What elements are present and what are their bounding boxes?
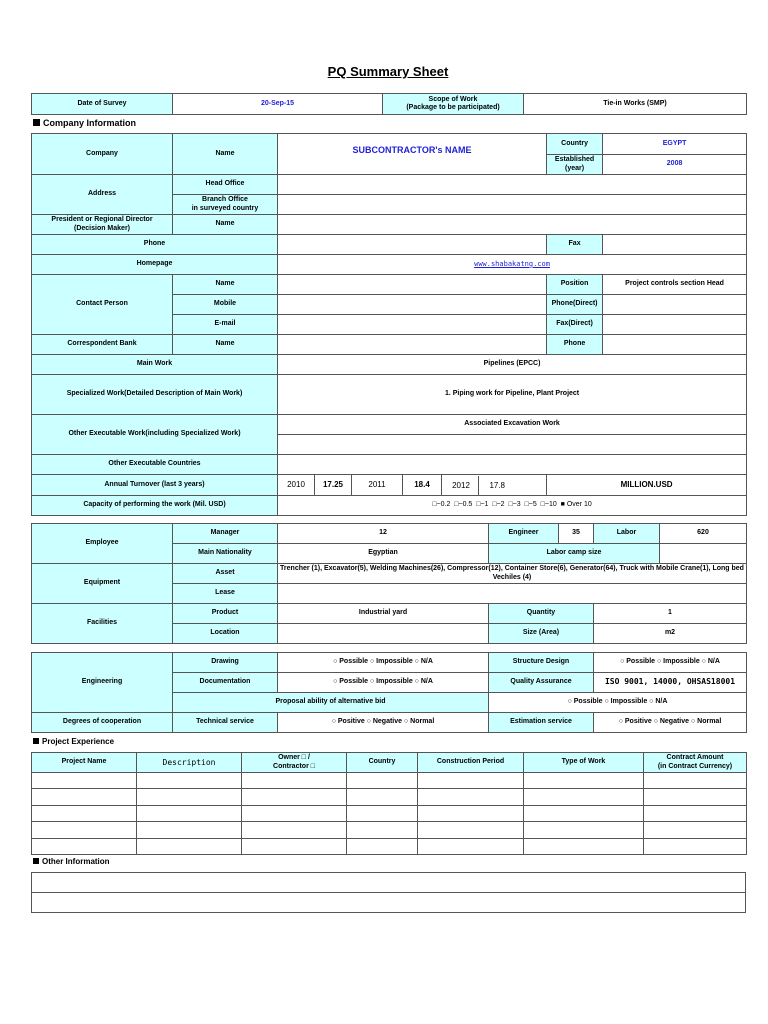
main-work-value[interactable]: Pipelines (EPCC) [278,355,747,375]
size-area-value[interactable]: m2 [594,624,747,644]
project-section-heading: Project Experience [33,737,114,746]
asset-label: Asset [173,564,278,584]
labor-camp-value[interactable] [660,544,747,564]
turnover-year-1: 2010 [278,475,315,496]
table-row [32,806,747,822]
checkbox-icon: □ [492,501,497,509]
other-info-line-2[interactable] [32,893,746,913]
capacity-option-2[interactable]: □~2 [492,501,505,509]
quality-assurance-value[interactable]: ISO 9001, 14000, OHSAS18001 [594,673,747,693]
turnover-value-3[interactable]: 17.8 [478,476,515,495]
country-header: Country [347,753,418,773]
bank-phone-label: Phone [547,335,603,355]
proposal-options[interactable]: ○ Possible ○ Impossible ○ N/A [489,693,747,713]
capacity-option-0.2[interactable]: □~0.2 [432,501,451,509]
company-name-label: Name [173,134,278,175]
turnover-year-3: 2012 [452,480,470,490]
checkbox-icon: □ [540,501,545,509]
quantity-value[interactable]: 1 [594,604,747,624]
survey-table [31,93,747,115]
size-area-label: Size (Area) [489,624,594,644]
labor-value[interactable]: 620 [660,524,747,544]
branch-office-label: Branch Office in surveyed country [173,195,278,215]
engineering-table [31,652,747,733]
head-office-value[interactable] [278,175,747,195]
project-name-header: Project Name [32,753,137,773]
mobile-label: Mobile [173,295,278,315]
other-work-label: Other Executable Work(including Specialized Work) [32,415,278,455]
president-label: President or Regional Director (Decision Maker) [32,215,173,235]
proposal-label: Proposal ability of alternative bid [173,693,489,713]
asset-value[interactable]: Trencher (1), Excavator(5), Welding Machines(26), Compressor(12), Container Store(6), Generator(64), Truck with Mobile Crane(1), Long bed Vechiles (4) [278,564,747,584]
table-row [32,822,747,839]
bank-label: Correspondent Bank [32,335,173,355]
engineer-label: Engineer [489,524,559,544]
documentation-label: Documentation [173,673,278,693]
documentation-options[interactable]: ○ Possible ○ Impossible ○ N/A [278,673,489,693]
manager-label: Manager [173,524,278,544]
company-label: Company [32,134,173,175]
equipment-label: Equipment [32,564,173,604]
fax-value[interactable] [603,235,747,255]
turnover-year-2: 2011 [352,475,403,496]
country-value[interactable]: EGYPT [603,134,747,155]
table-row [32,839,747,855]
lease-label: Lease [173,584,278,604]
bank-name-value[interactable] [278,335,547,355]
facilities-label: Facilities [32,604,173,644]
contact-person-label: Contact Person [32,275,173,335]
other-info-table [31,872,746,913]
square-bullet-icon [33,119,40,126]
capacity-option-5[interactable]: □~5 [524,501,537,509]
mobile-value[interactable] [278,295,547,315]
cooperation-label: Degrees of cooperation [32,713,173,733]
bank-phone-value[interactable] [603,335,747,355]
position-label: Position [547,275,603,295]
fax-label: Fax [547,235,603,255]
product-value[interactable]: Industrial yard [278,604,489,624]
turnover-unit: MILLION.USD [547,475,747,496]
page-title: PQ Summary Sheet [327,64,449,79]
estimation-service-options[interactable]: ○ Positive ○ Negative ○ Normal [594,713,747,733]
capacity-options [278,496,747,516]
checkbox-icon: □ [432,501,437,509]
other-work-value-2[interactable] [278,435,747,455]
capacity-label: Capacity of performing the work (Mil. USD) [32,496,278,516]
scope-of-work-value[interactable]: Tie-in Works (SMP) [524,94,747,115]
other-info-section-heading: Other Information [33,857,110,866]
checked-checkbox-icon: ■ [560,501,565,509]
table-row [32,773,747,789]
established-label: Established (year) [547,155,603,175]
project-header-row [32,753,747,773]
technical-service-options[interactable]: ○ Positive ○ Negative ○ Normal [278,713,489,733]
company-name-value[interactable]: SUBCONTRACTOR's NAME [278,134,547,175]
phone-direct-label: Phone(Direct) [547,295,603,315]
homepage-label: Homepage [32,255,278,275]
checkbox-icon: □ [508,501,513,509]
drawing-options[interactable]: ○ Possible ○ Impossible ○ N/A [278,653,489,673]
company-section-heading: Company Information [33,118,136,128]
address-label: Address [32,175,173,215]
resources-table [31,523,747,644]
location-label: Location [173,624,278,644]
project-table [31,752,747,855]
turnover-value-1[interactable]: 17.25 [315,475,352,496]
email-value[interactable] [278,315,547,335]
checkbox-icon: □ [476,501,481,509]
main-work-label: Main Work [32,355,278,375]
specialized-work-label: Specialized Work(Detailed Description of Main Work) [32,375,278,415]
phone-label: Phone [32,235,278,255]
labor-label: Labor [594,524,660,544]
capacity-option-3[interactable]: □~3 [508,501,521,509]
employee-label: Employee [32,524,173,564]
homepage-value [278,255,747,275]
product-label: Product [173,604,278,624]
other-countries-value[interactable] [278,455,747,475]
square-bullet-icon [33,858,39,864]
phone-direct-value[interactable] [603,295,747,315]
checkbox-icon: □ [454,501,459,509]
drawing-label: Drawing [173,653,278,673]
date-of-survey-label: Date of Survey [32,94,173,115]
estimation-service-label: Estimation service [489,713,594,733]
contact-name-label: Name [173,275,278,295]
fax-direct-value[interactable] [603,315,747,335]
president-name-value[interactable] [278,215,747,235]
nationality-label: Main Nationality [173,544,278,564]
country-label: Country [547,134,603,155]
technical-service-label: Technical service [173,713,278,733]
owner-contractor-header: Owner □ / Contractor □ [242,753,347,773]
date-of-survey-value[interactable]: 20-Sep-15 [173,94,383,115]
president-name-label: Name [173,215,278,235]
square-bullet-icon [33,738,39,744]
branch-office-value[interactable] [278,195,747,215]
capacity-option-0.5[interactable]: □~0.5 [454,501,473,509]
fax-direct-label: Fax(Direct) [547,315,603,335]
position-value[interactable]: Project controls section Head [603,275,747,295]
checkbox-icon: □ [524,501,529,509]
other-countries-label: Other Executable Countries [32,455,278,475]
engineering-label: Engineering [32,653,173,713]
table-row [32,789,747,806]
turnover-value-2[interactable]: 18.4 [403,475,442,496]
contact-name-value[interactable] [278,275,547,295]
engineer-value[interactable]: 35 [559,524,594,544]
lease-value[interactable] [278,584,747,604]
head-office-label: Head Office [173,175,278,195]
labor-camp-label: Labor camp size [489,544,660,564]
other-info-line-1[interactable] [32,873,746,893]
nationality-value[interactable]: Egyptian [278,544,489,564]
structure-design-options[interactable]: ○ Possible ○ Impossible ○ N/A [594,653,747,673]
capacity-option-10[interactable]: □~10 [540,501,557,509]
scope-of-work-label: Scope of Work (Package to be participated) [383,94,524,115]
capacity-option-1[interactable]: □~1 [476,501,489,509]
type-of-work-header: Type of Work [524,753,644,773]
construction-period-header: Construction Period [418,753,524,773]
quality-assurance-label: Quality Assurance [489,673,594,693]
capacity-option-over-10[interactable]: ■ Over 10 [560,501,592,509]
contract-amount-header: Contract Amount (in Contract Currency) [644,753,747,773]
location-value[interactable] [278,624,489,644]
established-value[interactable]: 2008 [603,155,747,175]
company-info-table [31,133,747,516]
description-header: Description [137,753,242,773]
phone-value[interactable] [278,235,547,255]
bank-name-label: Name [173,335,278,355]
manager-value[interactable]: 12 [278,524,489,544]
email-label: E-mail [173,315,278,335]
quantity-label: Quantity [489,604,594,624]
other-work-value[interactable]: Associated Excavation Work [278,415,747,435]
homepage-link[interactable]: www.shabakatng.com [474,259,550,268]
structure-design-label: Structure Design [489,653,594,673]
specialized-work-value[interactable]: 1. Piping work for Pipeline, Plant Project [278,375,747,415]
annual-turnover-label: Annual Turnover (last 3 years) [32,475,278,496]
turnover-cell-3 [442,475,547,496]
